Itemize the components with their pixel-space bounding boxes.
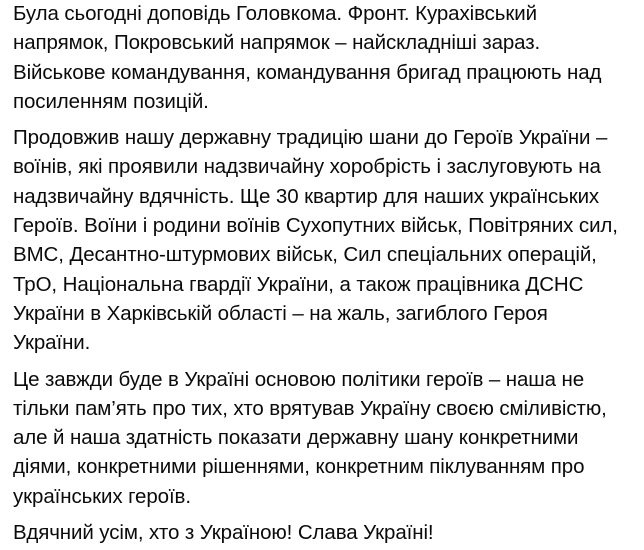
paragraph-gratitude [13, 518, 636, 547]
text-line: Військове командування, командування бригад працюють над [13, 60, 602, 84]
text-line: посиленням позицій. [13, 89, 209, 113]
text-line: напрямок, Покровський напрямок – найскладніші зараз. [13, 31, 541, 55]
text-line: Це завжди буде в Україні основою політики героїв – наша не [13, 367, 585, 391]
text-line: Героїв. Воїни і родини воїнів Сухопутних військ, Повітряних сил, [13, 214, 618, 238]
paragraph-heroes-apartments [13, 123, 636, 357]
text-line: України в Харківській області – на жаль, загиблого Героя [13, 301, 548, 325]
text-line: Вдячний усім, хто з Україною! Слава Україні! [13, 521, 434, 545]
text-line: України. [13, 331, 91, 355]
text-line: воїнів, які проявили надзвичайну хоробрість і заслуговують на [13, 155, 601, 179]
text-line: Була сьогодні доповідь Головкома. Фронт. Курахівський [13, 2, 537, 25]
paragraph-heroes-policy [13, 365, 636, 511]
text-line: діями, конкретними рішеннями, конкретним піклуванням про [13, 455, 585, 479]
text-line: ВМС, Десантно-штурмових військ, Сил спеціальних операцій, [13, 243, 597, 267]
text-line: тільки пам’ять про тих, хто врятував Україну своєю сміливістю, [13, 396, 607, 420]
text-line: українських героїв. [13, 484, 191, 508]
text-line: надзвичайну вдячність. Ще 30 квартир для наших українських [13, 184, 600, 208]
text-line: Продовжив нашу державну традицію шани до Героїв України – [13, 126, 608, 150]
text-line: але й наша здатність показати державну шану конкретними [13, 426, 579, 450]
paragraph-front-report [13, 0, 636, 116]
text-line: ТрО, Національна гвардії України, а також працівника ДСНС [13, 272, 584, 296]
